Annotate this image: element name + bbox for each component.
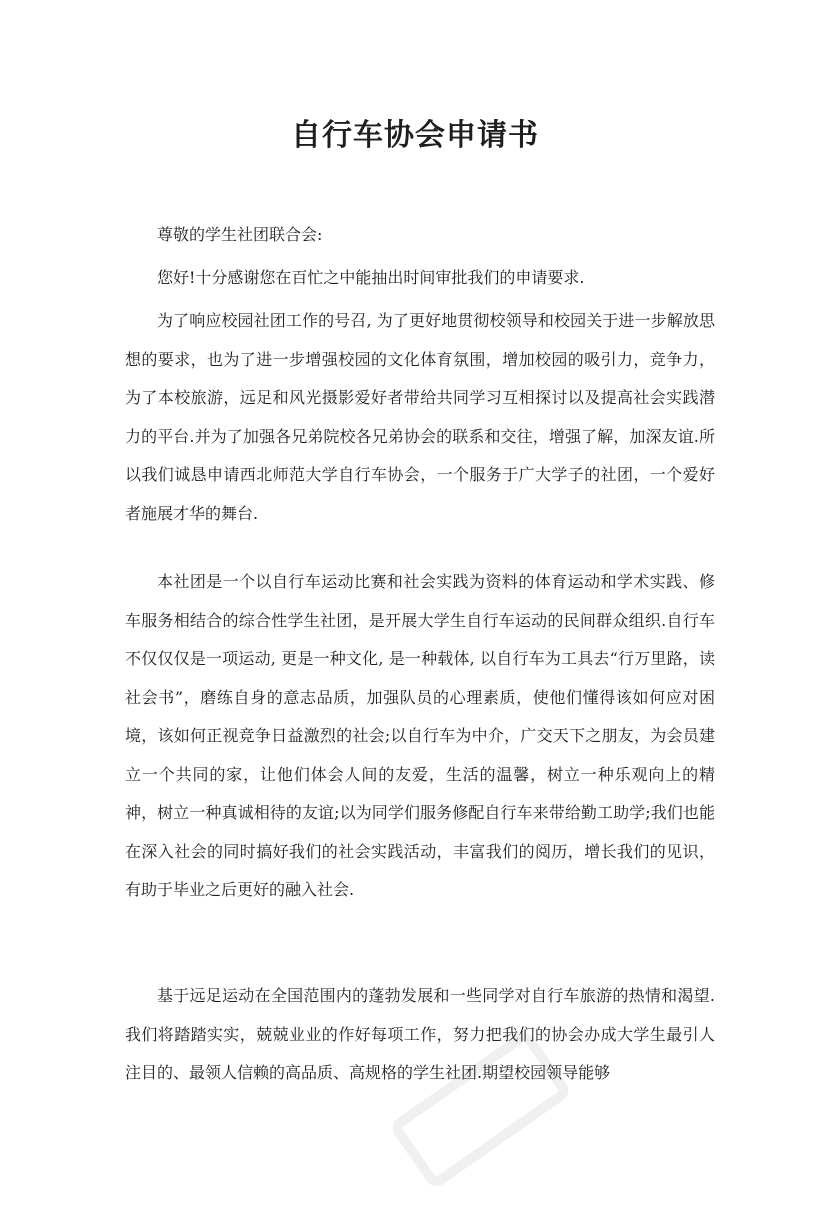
body-paragraph: 本社团是一个以自行车运动比赛和社会实践为资料的体育运动和学术实践、修车服务相结合的综合性学生社团，是开展大学生自行车运动的民间群众组织.自行车不仅仅仅是一项运动, 更是一种文化, 是一种载体, 以自行车为工具去“行万里路，读社会书”，磨练自身的意志品质，加强队员的心理素质，使他们懂得该如何应对困境，该如何正视竞争日益激烈的社会;以自行车为中介，广交天下之朋友，为会员建立一个共同的家，让他们体会人间的友爱，生活的温馨，树立一种乐观向上的精神，树立一种真诚相待的友谊;以为同学们服务修配自行车来带给勤工助学;我们也能在深入社会的同时搞好我们的社会实践活动，丰富我们的阅历，增长我们的见识，有助于毕业之后更好的融入社会. [125,572,715,899]
body-paragraph: 基于远足运动在全国范围内的蓬勃发展和一些同学对自行车旅游的热情和渴望.我们将踏踏实实，兢兢业业的作好每项工作，努力把我们的协会办成大学生最引人注目的、最领人信赖的高品质、高规格的学生社团.期望校园领导能够 [125,986,715,1082]
greeting: 您好!十分感谢您在百忙之中能抽出时间审批我们的申请要求. [157,268,585,287]
salutation: 尊敬的学生社团联合会: [157,225,323,244]
document-title: 自行车协会申请书 [291,118,539,153]
body-paragraph: 为了响应校园社团工作的号召, 为了更好地贯彻校领导和校园关于进一步解放思想的要求，也为了进一步增强校园的文化体育氛围，增加校园的吸引力，竞争力，为了本校旅游，远足和风光摄影爱好者带给共同学习互相探讨以及提高社会实践潜力的平台.并为了加强各兄弟院校各兄弟协会的联系和交往，增强了解，加深友谊.所以我们诚恳申请西北师范大学自行车协会，一个服务于广大学子的社团，一个爱好者施展才华的舞台. [125,311,715,523]
